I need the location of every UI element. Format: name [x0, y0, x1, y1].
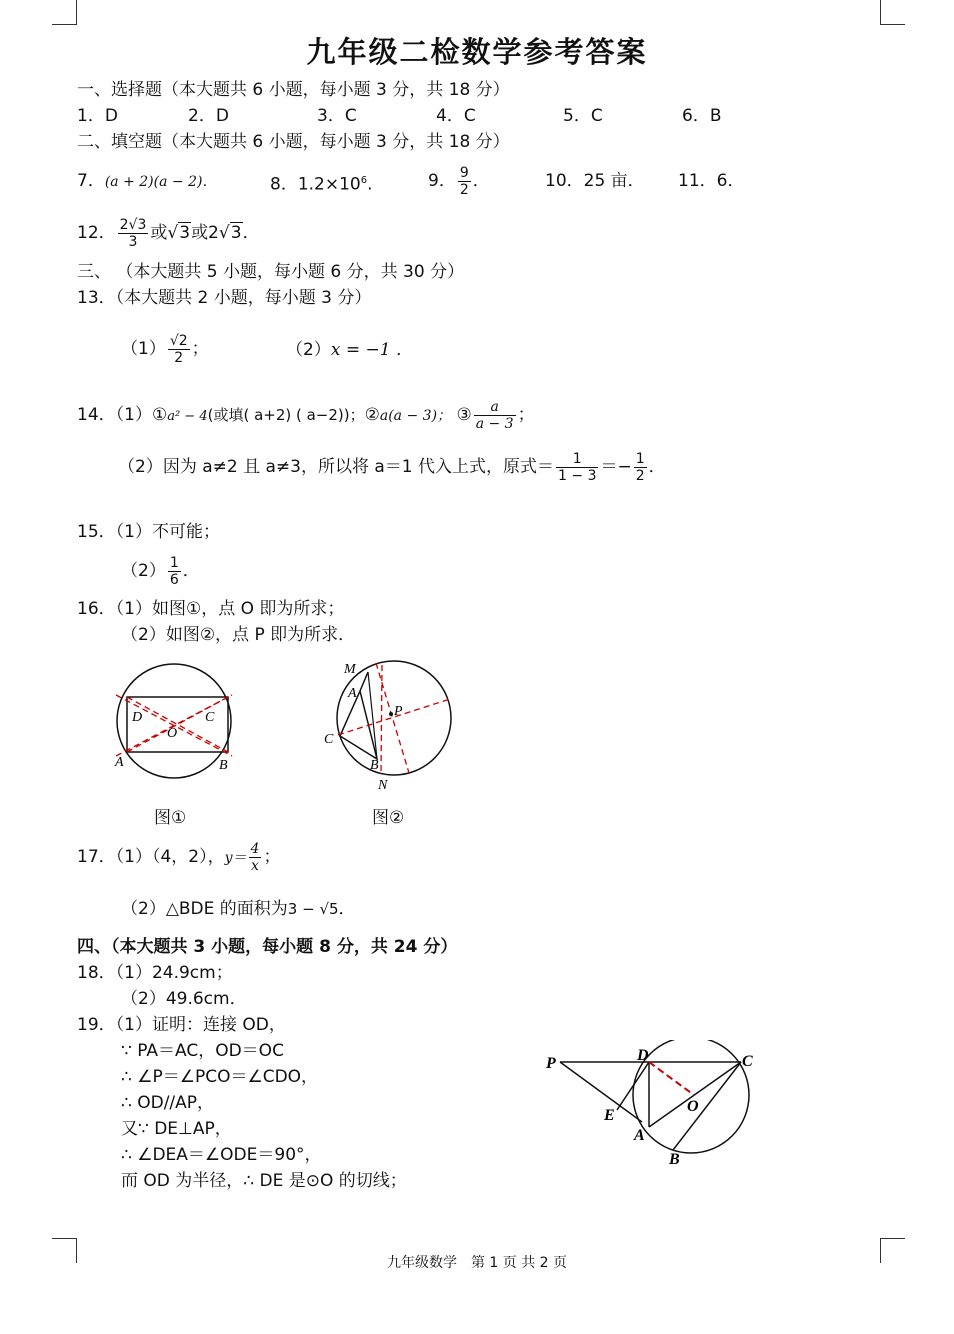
q15-2-numerator: 1 — [169, 554, 179, 571]
q14-1-end: ； — [517, 405, 535, 425]
q14-1-expr2: a(a − 3)； — [379, 408, 452, 424]
figure-3-tangent-circle — [540, 1040, 770, 1170]
figure-2-caption: 图② — [372, 808, 405, 828]
q14-1-circle2: ② — [364, 405, 380, 425]
fig3-label-d: D — [637, 1047, 649, 1064]
q9-number: 9． — [428, 171, 456, 191]
q19-line-2: ∴ ∠P＝∠PCO＝∠CDO， — [121, 1067, 319, 1087]
q13-2-label: （2） — [286, 340, 331, 360]
q12-denominator: 3 — [128, 233, 138, 250]
q14-2-denominator: 1 − 3 — [558, 467, 597, 484]
q14-1-denominator: a − 3 — [475, 415, 514, 432]
fig2-label-n: N — [378, 778, 388, 793]
q14-2-equals: ＝− — [600, 457, 632, 477]
fig3-label-b: B — [669, 1151, 680, 1168]
q7-answer: (a + 2)(a − 2)． — [104, 174, 217, 190]
q13-1-denominator: 2 — [174, 349, 184, 366]
fig1-label-c: C — [205, 710, 215, 725]
q16-part1: 16．（1）如图①，点 O 即为所求； — [77, 599, 345, 619]
q18-part1: 18．（1）24.9cm； — [77, 963, 233, 983]
q14-1-expr1: a² − 4 — [167, 409, 208, 424]
answer-8 — [270, 171, 373, 195]
q19-line-3: ∴ OD//AP， — [121, 1093, 215, 1113]
q15-2-label: （2） — [121, 561, 166, 581]
q12-number: 12． — [77, 223, 116, 243]
q9-numerator: 9 — [459, 164, 469, 181]
q17-2-text: （2）△BDE 的面积为 — [121, 899, 288, 919]
figure-1-circle-rectangle — [110, 660, 245, 785]
fig2-label-c: C — [324, 732, 334, 747]
q13-heading: 13．（本大题共 2 小题，每小题 3 分） — [77, 288, 372, 308]
q16-part2: （2）如图②，点 P 即为所求． — [121, 625, 356, 645]
fig2-label-b: B — [370, 758, 379, 773]
section3-heading: 三、 （本大题共 5 小题，每小题 6 分，共 30 分） — [77, 262, 465, 282]
q13-2-answer: x = −1 ． — [330, 340, 413, 360]
q19-line-5: ∴ ∠DEA＝∠ODE＝90°， — [121, 1145, 322, 1165]
q19-heading: 19．（1）证明：连接 OD， — [77, 1015, 286, 1035]
q17-1-numerator: 4 — [250, 840, 260, 857]
answer-1: 1．D — [77, 106, 118, 126]
q12-end: ． — [242, 223, 260, 243]
q14-2-numerator: 1 — [556, 451, 598, 468]
q12-or1: 或 — [150, 223, 168, 243]
q9-end: ． — [472, 171, 490, 191]
q18-part2: （2）49.6cm． — [121, 989, 247, 1009]
q13-part1 — [121, 328, 209, 370]
q12-radicand2: 3 — [230, 223, 242, 243]
fig1-label-d: D — [132, 710, 143, 725]
q8-text: 8．1.2×10 — [270, 174, 361, 195]
answer-4: 4．C — [436, 106, 476, 126]
section4-heading: 四、（本大题共 3 小题，每小题 8 分，共 24 分） — [77, 937, 458, 957]
q14-2-text: （2）因为 a≠2 且 a≠3，所以将 a＝1 代入上式，原式＝ — [118, 457, 555, 477]
section1-heading: 一、选择题（本大题共 6 小题，每小题 3 分，共 18 分） — [77, 80, 510, 100]
fig2-label-a: A — [348, 686, 357, 701]
answer-10: 10．25 亩． — [545, 171, 645, 191]
q13-1-numerator: √2 — [169, 332, 188, 349]
fig3-label-o: O — [687, 1098, 699, 1115]
q13-1-end: ； — [191, 339, 209, 359]
figure-2-circle-chords — [318, 655, 458, 795]
answer-9 — [428, 160, 490, 202]
answer-12: 12． $\frac{2√3}{3}$ 或√3或2√3． — [77, 216, 260, 250]
q14-1-alt: (或填( a+2) ( a−2))； — [207, 406, 365, 424]
q12-numerator: 2√3 — [119, 216, 147, 233]
q17-1-end: ； — [263, 847, 281, 867]
q7-number: 7． — [77, 171, 105, 191]
q15-2-denominator: 6 — [169, 571, 179, 588]
q17-1-denominator: x — [251, 857, 259, 874]
q17-part2 — [121, 899, 356, 919]
answer-6: 6．B — [682, 106, 722, 126]
page-title: 九年级二检数学参考答案 — [306, 35, 648, 69]
section2-heading: 二、填空题（本大题共 6 小题，每小题 3 分，共 18 分） — [77, 132, 510, 152]
figure-1-caption: 图① — [154, 808, 187, 828]
answer-2: 2．D — [188, 106, 229, 126]
q9-denominator: 2 — [459, 181, 469, 198]
fig1-label-a: A — [115, 755, 124, 770]
q14-1-numerator: a — [474, 399, 516, 416]
q14-2-denominator2: 2 — [635, 467, 645, 484]
fig2-label-m: M — [344, 662, 356, 677]
fig3-label-e: E — [604, 1107, 615, 1124]
q19-line-4: 又∵ DE⊥AP， — [121, 1119, 232, 1139]
q15-part1: 15．（1）不可能； — [77, 522, 220, 542]
page-footer: 九年级数学 第 1 页 共 2 页 — [386, 1255, 568, 1271]
q19-line-6: 而 OD 为半径，∴ DE 是⊙O 的切线； — [121, 1171, 407, 1191]
q14-1-label: （1）① — [115, 405, 168, 425]
q8-end: . — [367, 174, 373, 195]
q17-part1 — [77, 836, 280, 879]
fig2-label-p: P — [394, 704, 403, 719]
q14-part1 — [77, 394, 535, 438]
q14-number: 14． — [77, 405, 116, 425]
answer-11: 11．6． — [678, 171, 745, 191]
fig1-label-b: B — [219, 758, 228, 773]
q19-line-1: ∵ PA＝AC，OD＝OC — [121, 1041, 284, 1061]
fig1-label-o: O — [167, 726, 178, 741]
fig3-label-c: C — [742, 1053, 753, 1070]
answer-3: 3．C — [317, 106, 357, 126]
q12-or2: 或2 — [191, 223, 219, 243]
q13-1-label: （1） — [121, 339, 166, 359]
q13-part2 — [286, 340, 413, 360]
q15-2-end: ． — [182, 561, 200, 581]
q17-2-end: ． — [338, 899, 356, 919]
fig3-label-p: P — [546, 1055, 556, 1072]
q15-part2 — [121, 550, 200, 592]
answer-5: 5．C — [563, 106, 603, 126]
q14-part2 — [118, 446, 666, 488]
answer-7 — [77, 171, 216, 192]
q17-2-answer: 3 − √5 — [287, 900, 339, 918]
q17-1-text: 17．（1）（4，2）， — [77, 847, 225, 867]
q17-1-y: y＝ — [224, 850, 247, 866]
q14-1-circle3: ③ — [456, 405, 472, 425]
fig3-label-a: A — [634, 1127, 645, 1144]
q12-radicand1: 3 — [179, 223, 191, 243]
corner-mark-tl — [52, 0, 77, 25]
q8-exponent: 6 — [360, 175, 368, 186]
q14-2-end: ． — [648, 457, 666, 477]
q14-2-numerator2: 1 — [635, 450, 645, 467]
corner-mark-tr — [880, 0, 905, 25]
